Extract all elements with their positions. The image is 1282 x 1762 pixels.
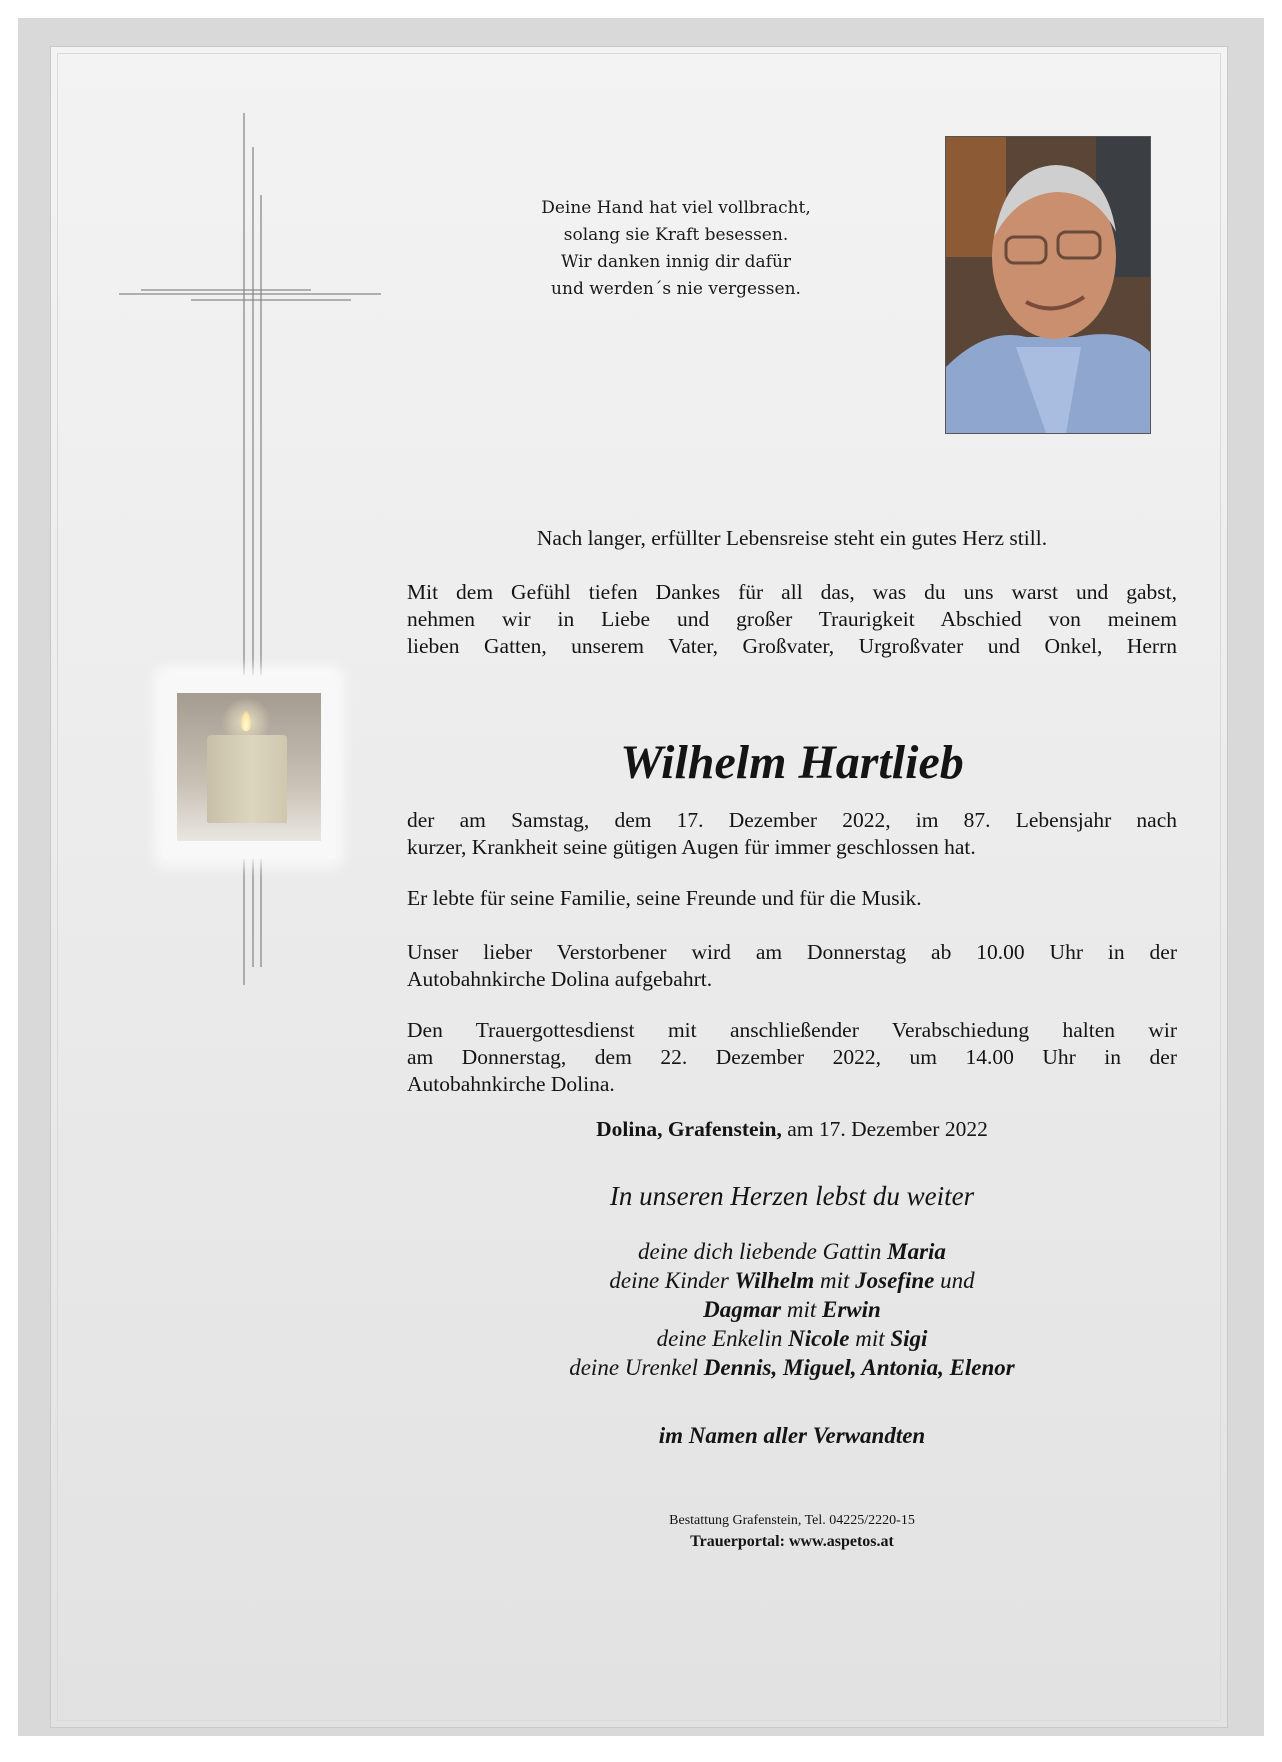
farewell-line: lieben Gatten, unserem Vater, Großvater, Urgroßvater und Onkel, Herrn [407, 634, 1177, 658]
family-name: Wilhelm [734, 1268, 815, 1293]
poem-line: und werden´s nie vergessen. [551, 279, 801, 299]
family-line [407, 1295, 1177, 1324]
family-name: Erwin [822, 1297, 881, 1322]
family-line [407, 1266, 1177, 1295]
death-paragraph [407, 807, 1177, 861]
family-text: und [934, 1268, 975, 1293]
family-text: deine Urenkel [569, 1355, 704, 1380]
portrait-photo [945, 136, 1151, 434]
family-text: deine dich liebende Gattin [638, 1239, 888, 1264]
family-text: mit [849, 1326, 891, 1351]
death-line: der am Samstag, dem 17. Dezember 2022, im 87. Lebensjahr nach [407, 808, 1177, 832]
family-text: mit [814, 1268, 856, 1293]
service-paragraph [407, 1017, 1177, 1098]
family-text: deine Enkelin [656, 1326, 789, 1351]
family-name: Dennis, Miguel, Antonia, Elenor [703, 1355, 1015, 1380]
viewing-line: Unser lieber Verstorbener wird am Donnerstag ab 10.00 Uhr in der [407, 940, 1177, 964]
family-name: Dagmar [703, 1297, 782, 1322]
undertaker-info: Bestattung Grafenstein, Tel. 04225/2220-15 [669, 1513, 915, 1528]
service-line: am Donnerstag, dem 22. Dezember 2022, um 14.00 Uhr in der [407, 1045, 1177, 1069]
motto: In unseren Herzen lebst du weiter [609, 1181, 975, 1211]
poem-line: solang sie Kraft besessen. [563, 225, 789, 245]
obituary-card [50, 46, 1228, 1728]
viewing-paragraph [407, 939, 1177, 993]
family-line [407, 1353, 1177, 1382]
family-text: mit [781, 1297, 822, 1322]
poem-line: Wir danken innig dir dafür [560, 252, 792, 272]
place-date [407, 1117, 1177, 1142]
family-name: Nicole [788, 1326, 850, 1351]
farewell-line: Mit dem Gefühl tiefen Dankes für all das, was du uns warst und gabst, [407, 580, 1177, 604]
farewell-line: nehmen wir in Liebe und großer Traurigkeit Abschied von meinem [407, 607, 1177, 631]
place: Dolina, Grafenstein, [596, 1117, 782, 1141]
signoff: im Namen aller Verwandten [658, 1423, 926, 1448]
family-line [407, 1324, 1177, 1353]
life-text: Er lebte für seine Familie, seine Freunde und für die Musik. [407, 886, 922, 910]
poem-line: Deine Hand hat viel vollbracht, [541, 198, 811, 218]
intro-text: Nach langer, erfüllter Lebensreise steht ein gutes Herz still. [536, 526, 1048, 550]
service-line: Den Trauergottesdienst mit anschließender Verabschiedung halten wir [407, 1018, 1177, 1042]
deceased-name: Wilhelm Hartlieb [620, 736, 964, 789]
candle-image [163, 675, 335, 859]
date: am 17. Dezember 2022 [781, 1117, 988, 1141]
family-list [407, 1237, 1177, 1382]
family-text: deine Kinder [609, 1268, 735, 1293]
family-name: Maria [887, 1239, 946, 1264]
family-name: Sigi [890, 1326, 928, 1351]
service-line: Autobahnkirche Dolina. [407, 1072, 615, 1096]
death-line: kurzer, Krankheit seine gütigen Augen für immer geschlossen hat. [407, 835, 976, 859]
family-name: Josefine [855, 1268, 935, 1293]
portal-link: Trauerportal: www.aspetos.at [690, 1533, 894, 1550]
family-line [407, 1237, 1177, 1266]
viewing-line: Autobahnkirche Dolina aufgebahrt. [407, 967, 713, 991]
poem [491, 195, 861, 303]
farewell-paragraph [407, 579, 1177, 660]
